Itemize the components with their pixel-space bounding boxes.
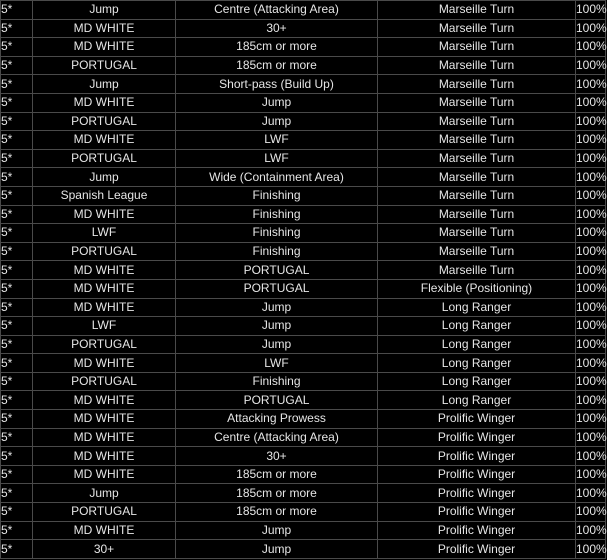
condition-b-cell: Jump xyxy=(176,298,378,317)
condition-a-cell: MD WHITE xyxy=(33,428,176,447)
table-row xyxy=(1,261,606,280)
percentage-cell: 100% xyxy=(576,56,606,75)
table-row xyxy=(1,112,606,131)
table-row xyxy=(1,19,606,38)
skill-cell: Marseille Turn xyxy=(378,93,576,112)
condition-a-cell: 30+ xyxy=(33,540,176,559)
rating-cell: 5* xyxy=(1,372,33,391)
condition-b-cell: Finishing xyxy=(176,224,378,243)
condition-a-cell: LWF xyxy=(33,224,176,243)
condition-a-cell: PORTUGAL xyxy=(33,112,176,131)
condition-b-cell: Jump xyxy=(176,521,378,540)
condition-b-cell: LWF xyxy=(176,354,378,373)
rating-cell: 5* xyxy=(1,391,33,410)
skill-cell: Prolific Winger xyxy=(378,540,576,559)
rating-cell: 5* xyxy=(1,428,33,447)
condition-b-cell: 30+ xyxy=(176,19,378,38)
condition-a-cell: LWF xyxy=(33,317,176,336)
rating-cell: 5* xyxy=(1,93,33,112)
condition-b-cell: 185cm or more xyxy=(176,56,378,75)
rating-cell: 5* xyxy=(1,410,33,429)
skill-cell: Marseille Turn xyxy=(378,186,576,205)
table-row xyxy=(1,168,606,187)
percentage-cell: 100% xyxy=(576,205,606,224)
table-row xyxy=(1,298,606,317)
condition-b-cell: Centre (Attacking Area) xyxy=(176,428,378,447)
percentage-cell: 100% xyxy=(576,112,606,131)
rating-cell: 5* xyxy=(1,224,33,243)
rating-cell: 5* xyxy=(1,484,33,503)
condition-a-cell: MD WHITE xyxy=(33,391,176,410)
rating-cell: 5* xyxy=(1,19,33,38)
rating-cell: 5* xyxy=(1,242,33,261)
percentage-cell: 100% xyxy=(576,224,606,243)
skill-cell: Prolific Winger xyxy=(378,428,576,447)
condition-a-cell: Jump xyxy=(33,168,176,187)
condition-b-cell: PORTUGAL xyxy=(176,279,378,298)
percentage-cell: 100% xyxy=(576,19,606,38)
condition-a-cell: MD WHITE xyxy=(33,205,176,224)
percentage-cell: 100% xyxy=(576,317,606,336)
rating-cell: 5* xyxy=(1,149,33,168)
table-row xyxy=(1,149,606,168)
skill-cell: Marseille Turn xyxy=(378,131,576,150)
condition-b-cell: Finishing xyxy=(176,372,378,391)
percentage-cell: 100% xyxy=(576,75,606,94)
table-row xyxy=(1,279,606,298)
rating-cell: 5* xyxy=(1,168,33,187)
percentage-cell: 100% xyxy=(576,521,606,540)
condition-b-cell: Centre (Attacking Area) xyxy=(176,1,378,20)
rating-cell: 5* xyxy=(1,75,33,94)
table-row xyxy=(1,391,606,410)
percentage-cell: 100% xyxy=(576,465,606,484)
table-row xyxy=(1,242,606,261)
skill-cell: Prolific Winger xyxy=(378,447,576,466)
skill-cell: Long Ranger xyxy=(378,335,576,354)
percentage-cell: 100% xyxy=(576,540,606,559)
rating-cell: 5* xyxy=(1,521,33,540)
percentage-cell: 100% xyxy=(576,372,606,391)
skill-cell: Marseille Turn xyxy=(378,112,576,131)
rating-cell: 5* xyxy=(1,540,33,559)
condition-a-cell: MD WHITE xyxy=(33,279,176,298)
table-row xyxy=(1,56,606,75)
table-row xyxy=(1,354,606,373)
condition-a-cell: MD WHITE xyxy=(33,410,176,429)
condition-a-cell: MD WHITE xyxy=(33,521,176,540)
skill-cell: Marseille Turn xyxy=(378,56,576,75)
skill-cell: Marseille Turn xyxy=(378,75,576,94)
rating-cell: 5* xyxy=(1,279,33,298)
percentage-cell: 100% xyxy=(576,261,606,280)
skill-cell: Prolific Winger xyxy=(378,410,576,429)
condition-b-cell: 185cm or more xyxy=(176,484,378,503)
condition-b-cell: Finishing xyxy=(176,242,378,261)
table-row xyxy=(1,38,606,57)
table-row xyxy=(1,540,606,559)
percentage-cell: 100% xyxy=(576,131,606,150)
percentage-cell: 100% xyxy=(576,149,606,168)
skill-cell: Flexible (Positioning) xyxy=(378,279,576,298)
condition-b-cell: LWF xyxy=(176,149,378,168)
condition-b-cell: 185cm or more xyxy=(176,465,378,484)
condition-a-cell: MD WHITE xyxy=(33,38,176,57)
skill-cell: Long Ranger xyxy=(378,372,576,391)
table-row xyxy=(1,224,606,243)
table-row xyxy=(1,335,606,354)
percentage-cell: 100% xyxy=(576,1,606,20)
condition-b-cell: PORTUGAL xyxy=(176,261,378,280)
table-row xyxy=(1,428,606,447)
condition-a-cell: Spanish League xyxy=(33,186,176,205)
condition-a-cell: PORTUGAL xyxy=(33,149,176,168)
condition-b-cell: Short-pass (Build Up) xyxy=(176,75,378,94)
rating-cell: 5* xyxy=(1,465,33,484)
rating-cell: 5* xyxy=(1,205,33,224)
skill-cell: Long Ranger xyxy=(378,354,576,373)
table-row xyxy=(1,521,606,540)
table-row xyxy=(1,186,606,205)
condition-a-cell: MD WHITE xyxy=(33,354,176,373)
percentage-cell: 100% xyxy=(576,335,606,354)
skill-cell: Marseille Turn xyxy=(378,261,576,280)
condition-b-cell: 185cm or more xyxy=(176,38,378,57)
condition-b-cell: Wide (Containment Area) xyxy=(176,168,378,187)
percentage-cell: 100% xyxy=(576,279,606,298)
skill-cell: Prolific Winger xyxy=(378,503,576,522)
skill-cell: Marseille Turn xyxy=(378,1,576,20)
percentage-cell: 100% xyxy=(576,428,606,447)
rating-cell: 5* xyxy=(1,112,33,131)
condition-b-cell: 30+ xyxy=(176,447,378,466)
table-row xyxy=(1,372,606,391)
skill-cell: Long Ranger xyxy=(378,298,576,317)
percentage-cell: 100% xyxy=(576,168,606,187)
percentage-cell: 100% xyxy=(576,186,606,205)
rating-cell: 5* xyxy=(1,261,33,280)
skill-cell: Marseille Turn xyxy=(378,38,576,57)
skill-cell: Prolific Winger xyxy=(378,484,576,503)
condition-b-cell: Jump xyxy=(176,540,378,559)
table-row xyxy=(1,75,606,94)
table-row xyxy=(1,465,606,484)
condition-a-cell: PORTUGAL xyxy=(33,503,176,522)
condition-b-cell: Jump xyxy=(176,335,378,354)
table-row xyxy=(1,484,606,503)
condition-a-cell: MD WHITE xyxy=(33,19,176,38)
condition-a-cell: MD WHITE xyxy=(33,447,176,466)
condition-b-cell: LWF xyxy=(176,131,378,150)
percentage-cell: 100% xyxy=(576,38,606,57)
condition-b-cell: PORTUGAL xyxy=(176,391,378,410)
rating-cell: 5* xyxy=(1,317,33,336)
rating-cell: 5* xyxy=(1,447,33,466)
percentage-cell: 100% xyxy=(576,410,606,429)
condition-a-cell: PORTUGAL xyxy=(33,242,176,261)
table-row xyxy=(1,1,606,20)
table-row xyxy=(1,447,606,466)
rating-cell: 5* xyxy=(1,503,33,522)
condition-b-cell: Jump xyxy=(176,317,378,336)
condition-b-cell: Jump xyxy=(176,93,378,112)
rating-cell: 5* xyxy=(1,335,33,354)
condition-a-cell: MD WHITE xyxy=(33,298,176,317)
rating-cell: 5* xyxy=(1,186,33,205)
skill-cell: Marseille Turn xyxy=(378,149,576,168)
condition-a-cell: Jump xyxy=(33,1,176,20)
condition-b-cell: Finishing xyxy=(176,186,378,205)
rating-cell: 5* xyxy=(1,38,33,57)
percentage-cell: 100% xyxy=(576,503,606,522)
skill-cell: Prolific Winger xyxy=(378,521,576,540)
skill-cell: Marseille Turn xyxy=(378,168,576,187)
condition-a-cell: PORTUGAL xyxy=(33,335,176,354)
condition-a-cell: MD WHITE xyxy=(33,465,176,484)
table-row xyxy=(1,93,606,112)
condition-a-cell: MD WHITE xyxy=(33,93,176,112)
condition-a-cell: MD WHITE xyxy=(33,131,176,150)
percentage-cell: 100% xyxy=(576,391,606,410)
skill-cell: Marseille Turn xyxy=(378,242,576,261)
table-row xyxy=(1,131,606,150)
rating-cell: 5* xyxy=(1,1,33,20)
rating-cell: 5* xyxy=(1,354,33,373)
condition-b-cell: Attacking Prowess xyxy=(176,410,378,429)
condition-a-cell: PORTUGAL xyxy=(33,56,176,75)
rating-cell: 5* xyxy=(1,298,33,317)
condition-b-cell: Finishing xyxy=(176,205,378,224)
condition-b-cell: Jump xyxy=(176,112,378,131)
table-row xyxy=(1,205,606,224)
skill-cell: Marseille Turn xyxy=(378,205,576,224)
percentage-cell: 100% xyxy=(576,242,606,261)
percentage-cell: 100% xyxy=(576,298,606,317)
percentage-cell: 100% xyxy=(576,93,606,112)
condition-a-cell: MD WHITE xyxy=(33,261,176,280)
skill-cell: Long Ranger xyxy=(378,317,576,336)
condition-a-cell: PORTUGAL xyxy=(33,372,176,391)
results-table-body xyxy=(1,1,606,559)
table-row xyxy=(1,410,606,429)
condition-b-cell: 185cm or more xyxy=(176,503,378,522)
rating-cell: 5* xyxy=(1,131,33,150)
condition-a-cell: Jump xyxy=(33,75,176,94)
skill-cell: Marseille Turn xyxy=(378,224,576,243)
percentage-cell: 100% xyxy=(576,354,606,373)
rating-cell: 5* xyxy=(1,56,33,75)
percentage-cell: 100% xyxy=(576,447,606,466)
skill-cell: Prolific Winger xyxy=(378,465,576,484)
condition-a-cell: Jump xyxy=(33,484,176,503)
table-row xyxy=(1,503,606,522)
skill-cell: Marseille Turn xyxy=(378,19,576,38)
skill-cell: Long Ranger xyxy=(378,391,576,410)
percentage-cell: 100% xyxy=(576,484,606,503)
table-row xyxy=(1,317,606,336)
